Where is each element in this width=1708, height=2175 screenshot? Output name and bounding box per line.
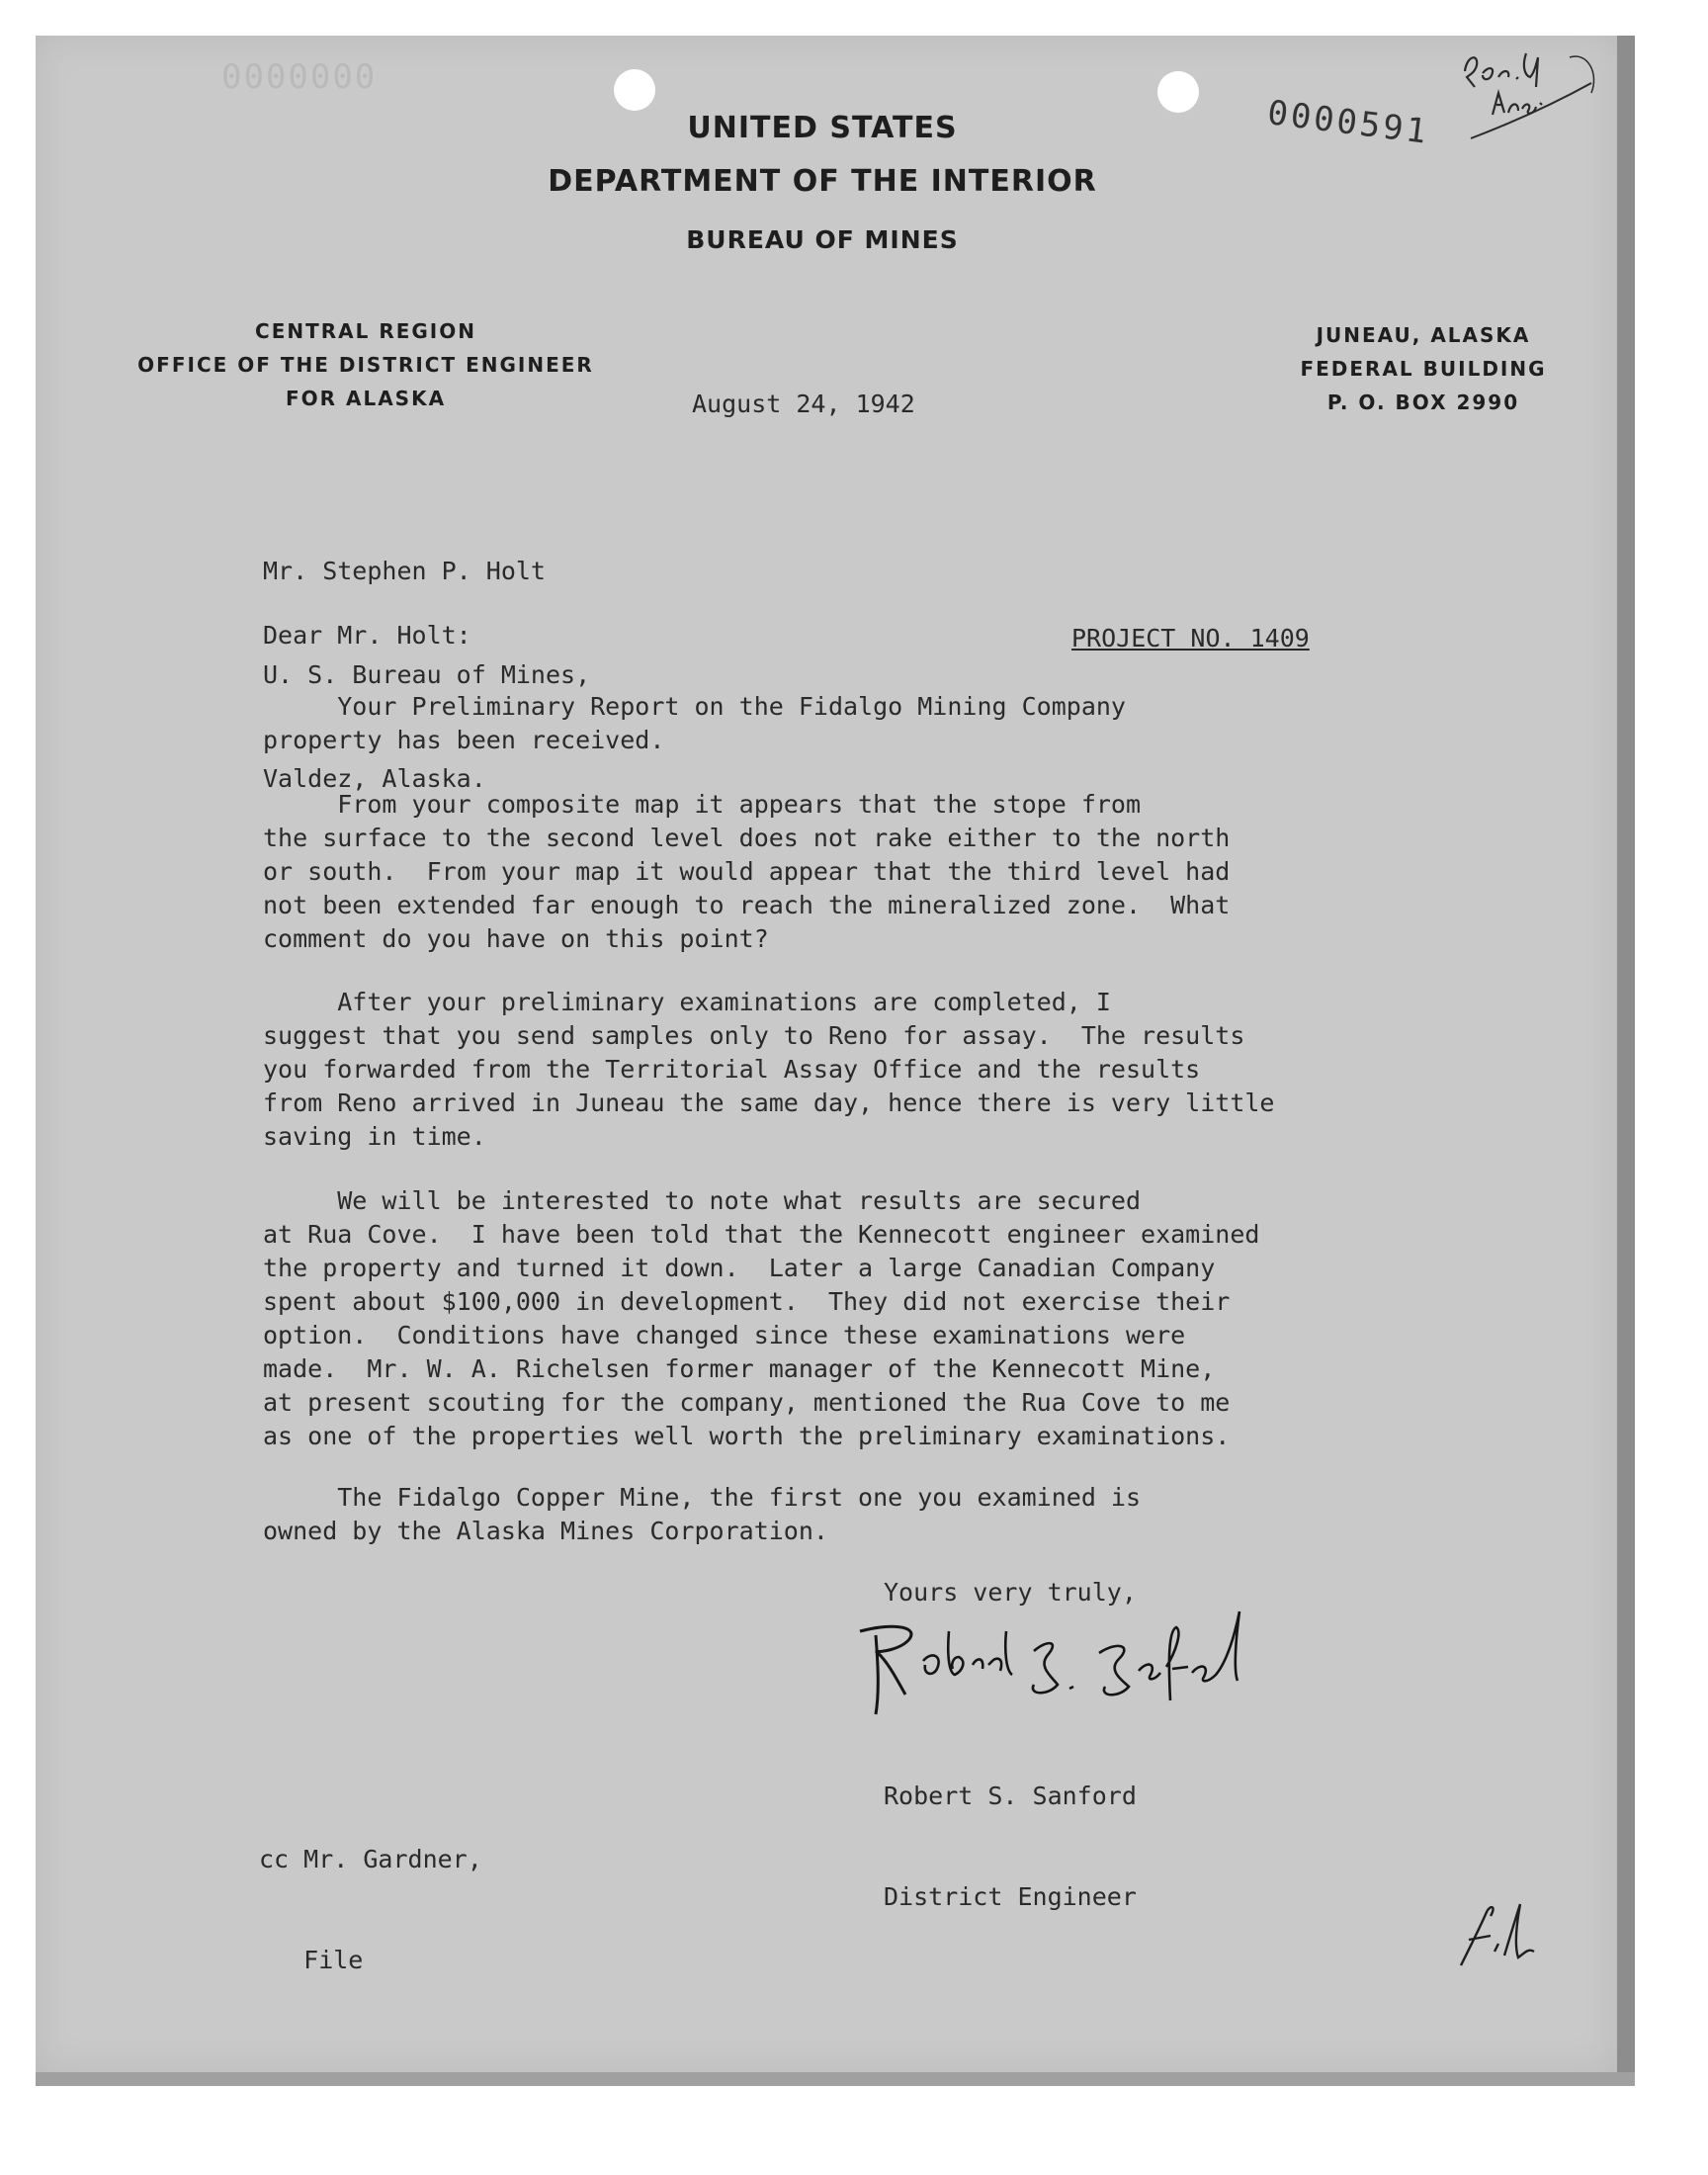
body-paragraph: Your Preliminary Report on the Fidalgo Mining Company property has been received.	[263, 692, 1126, 754]
punch-hole-right	[1157, 71, 1199, 113]
sender-postal-address	[1275, 318, 1572, 419]
letterhead-department: DEPARTMENT OF THE INTERIOR	[548, 164, 1097, 199]
sender-office-address	[89, 314, 642, 415]
page-edge-shadow	[1617, 36, 1635, 2072]
letter-date: August 24, 1942	[692, 390, 915, 418]
cc-line: cc Mr. Gardner,	[259, 1845, 482, 1873]
signature-block	[884, 1712, 1137, 1948]
address-line: FOR ALASKA	[285, 387, 447, 410]
cc-line: File	[259, 1946, 364, 1974]
address-line: CENTRAL REGION	[255, 319, 476, 343]
address-line: OFFICE OF THE DISTRICT ENGINEER	[137, 353, 594, 377]
address-line: JUNEAU, ALASKA	[1316, 323, 1531, 347]
signer-title: District Engineer	[884, 1882, 1137, 1911]
letterhead-country: UNITED STATES	[687, 111, 958, 145]
bleed-through-stamp: 0000000	[219, 57, 376, 97]
recipient-line: Valdez, Alaska.	[263, 764, 486, 793]
salutation: Dear Mr. Holt:	[263, 621, 471, 650]
address-line: P. O. BOX 2990	[1326, 391, 1520, 414]
body-paragraph: We will be interested to note what results are secured at Rua Cove. I have been told that the Kennecott engineer examined the property and turned it down. Later a large Canadian Company spent about $100,000 in development. They did not exercise their option. Conditions have changed since these examinations were made. Mr. W. A. Richelsen former manager of the Kennecott Mine, at present scouting for the company, mentioned the Rua Cove to me as one of the properties well worth the preliminary examinations.	[263, 1186, 1260, 1450]
handwritten-file-note	[1451, 1896, 1550, 1975]
body-paragraph: From your composite map it appears that the stope from the surface to the second level does not rake either to the north or south. From your map it would appear that the third level had not been extended far enough to reach the mineralized zone. What comment do you have on this point?	[263, 790, 1231, 953]
document-number-stamp: 0000591	[1265, 93, 1432, 152]
recipient-line: Mr. Stephen P. Holt	[263, 557, 546, 585]
letterhead-bureau: BUREAU OF MINES	[686, 225, 959, 254]
complimentary-close: Yours very truly,	[884, 1578, 1137, 1607]
page-bottom-edge	[36, 2072, 1635, 2086]
project-number: PROJECT NO. 1409	[1071, 624, 1310, 652]
address-line: FEDERAL BUILDING	[1300, 357, 1547, 381]
punch-hole-left	[614, 69, 655, 111]
body-paragraph: The Fidalgo Copper Mine, the first one you examined is owned by the Alaska Mines Corporation.	[263, 1483, 1142, 1545]
body-paragraph: After your preliminary examinations are completed, I suggest that you send samples only to Reno for assay. The results you forwarded from the Territorial Assay Office and the results from Reno arrived in Juneau the same day, hence there is very little saving in time.	[263, 988, 1275, 1151]
recipient-address	[263, 484, 590, 830]
signer-name: Robert S. Sanford	[884, 1782, 1137, 1810]
recipient-line: U. S. Bureau of Mines,	[263, 660, 591, 689]
carbon-copy-list	[259, 1776, 482, 2011]
